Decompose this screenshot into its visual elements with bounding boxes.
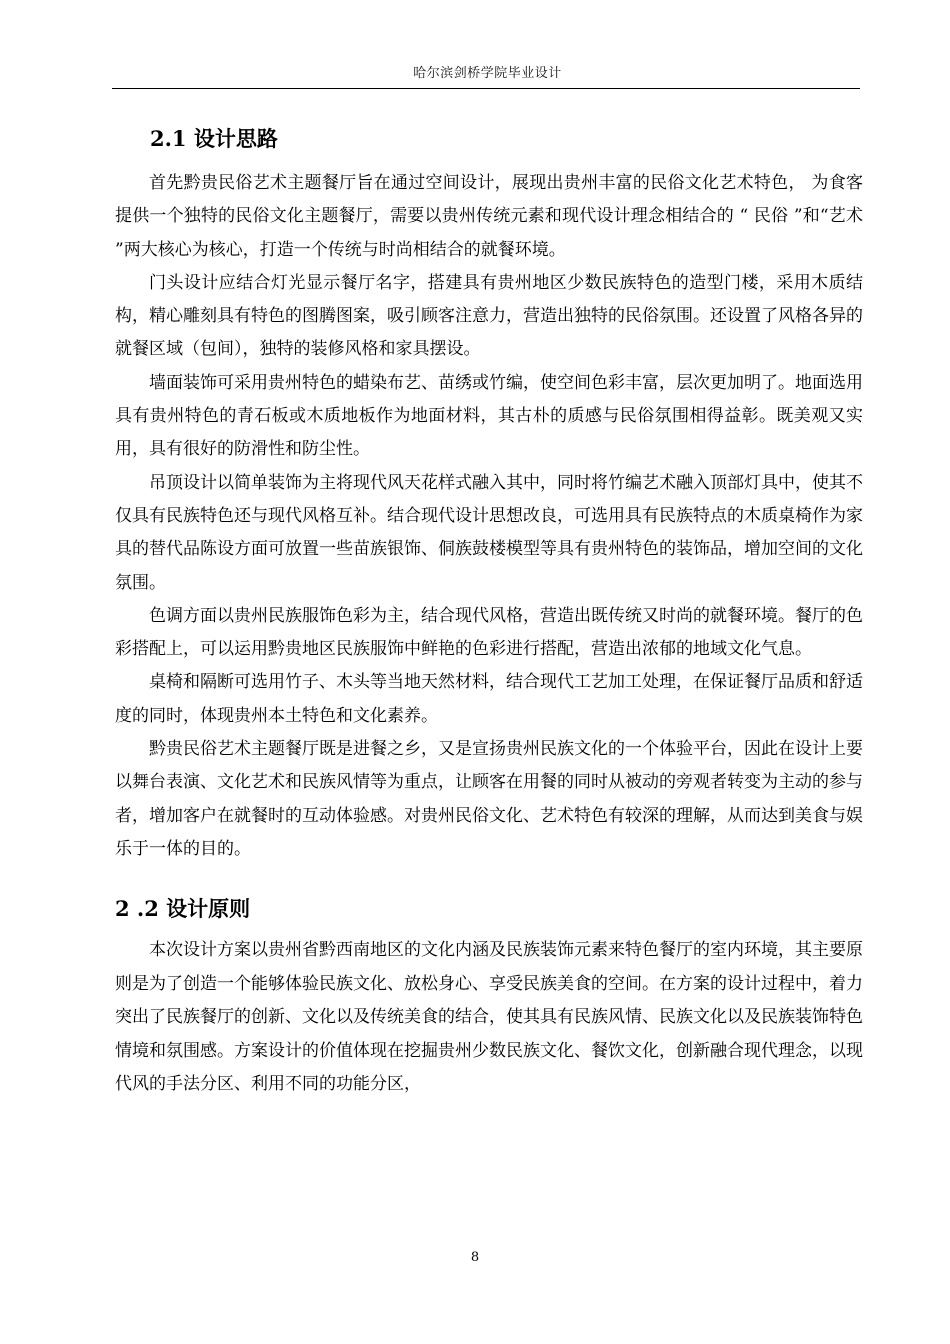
section-heading-design-ideas: 2.1 设计思路 <box>150 126 278 151</box>
section-heading-design-principles: 2 .2 设计原则 <box>115 896 251 921</box>
page-number: 8 <box>470 1250 480 1265</box>
paragraph: 吊顶设计以简单装饰为主将现代风天花样式融入其中，同时将竹编艺术融入顶部灯具中，使其不仅具有民族特色还与现代风格互补。结合现代设计思想改良，可选用具有民族特点的木质桌椅作为家具的替代品陈设方面可放置一些苗族银饰、侗族鼓楼模型等具有贵州特色的装饰品，增加空间的文化氛围。 <box>115 472 863 593</box>
paragraph: 门头设计应结合灯光显示餐厅名字，搭建具有贵州地区少数民族特色的造型门楼，采用木质结构，精心雕刻具有特色的图腾图案，吸引顾客注意力，营造出独特的民俗氛围。还设置了风格各异的就餐区域（包间），独特的装修风格和家具摆设。 <box>115 272 863 360</box>
paragraph: 黔贵民俗艺术主题餐厅既是进餐之乡，又是宣扬贵州民族文化的一个体验平台，因此在设计上要以舞台表演、文化艺术和民族风情等为重点，让顾客在用餐的同时从被动的旁观者转变为主动的参与者，增加客户在就餐时的互动体验感。对贵州民俗文化、艺术特色有较深的理解，从而达到美食与娱乐于一体的目的。 <box>115 739 863 859</box>
header-divider <box>112 88 860 89</box>
section-body-design-ideas <box>115 167 863 866</box>
paragraph: 墙面装饰可采用贵州特色的蜡染布艺、苗绣或竹编，使空间色彩丰富，层次更加明了。地面选用具有贵州特色的青石板或木质地板作为地面材料，其古朴的质感与民俗氛围相得益彰。既美观又实用，具有很好的防滑性和防尘性。 <box>115 372 863 460</box>
paragraph: 桌椅和隔断可选用竹子、木头等当地天然材料，结合现代工艺加工处理，在保证餐厅品质和舒适度的同时，体现贵州本土特色和文化素养。 <box>115 672 863 726</box>
paragraph: 色调方面以贵州民族服饰色彩为主，结合现代风格，营造出既传统又时尚的就餐环境。餐厅的色彩搭配上，可以运用黔贵地区民族服饰中鲜艳的色彩进行搭配，营造出浓郁的地域文化气息。 <box>115 605 863 660</box>
running-header: 哈尔滨剑桥学院毕业设计 <box>413 66 562 81</box>
paragraph: 本次设计方案以贵州省黔西南地区的文化内涵及民族装饰元素来特色餐厅的室内环境，其主要原则是为了创造一个能够体验民族文化、放松身心、享受民族美食的空间。在方案的设计过程中，着力突出了民族餐厅的创新、文化以及传统美食的结合，使其具有民族风情、民族文化以及民族装饰特色情境和氛围感。方案设计的价值体现在挖掘贵州少数民族文化、餐饮文化，创新融合现代理念，以现代风的手法分区、利用不同的功能分区， <box>115 940 863 1094</box>
section-body-design-principles <box>115 934 863 1102</box>
paragraph: 首先黔贵民俗艺术主题餐厅旨在通过空间设计，展现出贵州丰富的民俗文化艺术特色， 为食客提供一个独特的民俗文化主题餐厅，需要以贵州传统元素和现代设计理念相结合的 “ 民俗 ”和“艺术 ”两大核心为核心，打造一个传统与时尚相结合的就餐环境。 <box>115 173 863 260</box>
